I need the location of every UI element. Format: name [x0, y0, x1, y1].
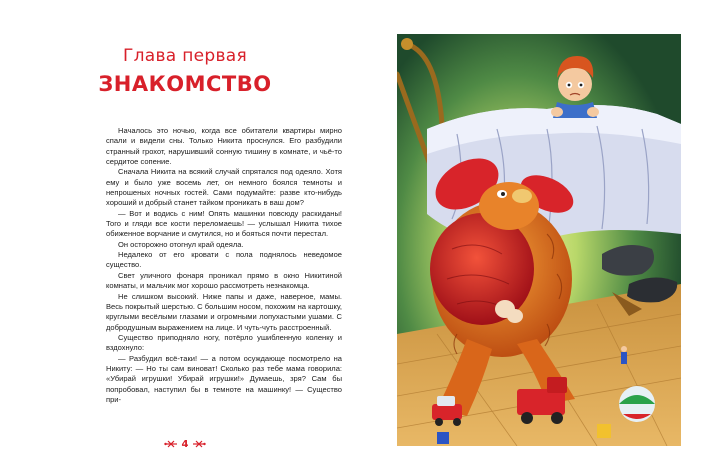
paragraph: Недалеко от его кровати с пола поднялось неведомое существо.	[106, 250, 342, 270]
folk-ornament-icon	[192, 439, 206, 449]
paragraph: — Разбудил всё-таки! — а потом осуждающе посмотрело на Никиту: — Но ты сам виноват! Сколько раз тебе мама говорила: «Убирай игрушки! Убирай игрушки!» Думаешь, зря? Сам бы попробовал, наступил бы в темноте на машинку! — Существо при-	[106, 353, 342, 404]
chapter-text	[106, 126, 342, 405]
left-page	[0, 0, 361, 473]
paragraph: Не слишком высокий. Ниже папы и даже, наверное, мамы. Весь покрытый шерстью. С большим носом, похожим на картошку, круглыми весёлыми глазами и огромными лопухастыми ушами. С добродушным выражением на лице. И чуть-чуть расстроенный.	[106, 291, 342, 332]
toy-block	[437, 432, 449, 444]
chapter-illustration	[397, 34, 681, 446]
paragraph: — Вот и водись с ним! Опять машинки повсюду раскиданы! Того и гляди все кости переломаешь! — услышал Никита тихое обиженное ворчание и смутился, но и бояться почти перестал.	[106, 208, 342, 239]
toy-cube	[597, 424, 611, 438]
paragraph: Он осторожно отогнул край одеяла.	[118, 239, 244, 249]
chapter-title: ЗНАКОМСТВО	[98, 72, 272, 96]
paragraph: Существо приподняло ногу, потёрло ушибленную коленку и вздохнуло:	[106, 332, 342, 353]
illustration-art	[397, 34, 681, 446]
paragraph: Началось это ночью, когда все обитатели квартиры мирно спали и видели сны. Только Никита проснулся. Его разбудили странный грохот, нарушивший сонную тишину в комнате, и чьё-то сердитое сопение.	[106, 126, 342, 167]
folk-ornament-icon	[164, 439, 178, 449]
paragraph: Свет уличного фонаря проникал прямо в окно Никитиной комнаты, и мальчик мог хорошо рассмотреть незнакомца.	[106, 270, 342, 291]
page-number: 4	[181, 438, 189, 450]
chapter-label: Глава первая	[122, 46, 248, 66]
paragraph: Сначала Никита на всякий случай спрятался под одеяло. Хотя ему и было уже восемь лет, он немного боялся темноты и непрошеных ночных гостей. Сами подумайте: разве кто-нибудь хороший и добрый станет тайком проникать в ваш дом?	[106, 167, 342, 208]
page-folio	[160, 437, 210, 451]
toy-ball	[619, 386, 655, 422]
toy-soldier	[621, 346, 627, 364]
